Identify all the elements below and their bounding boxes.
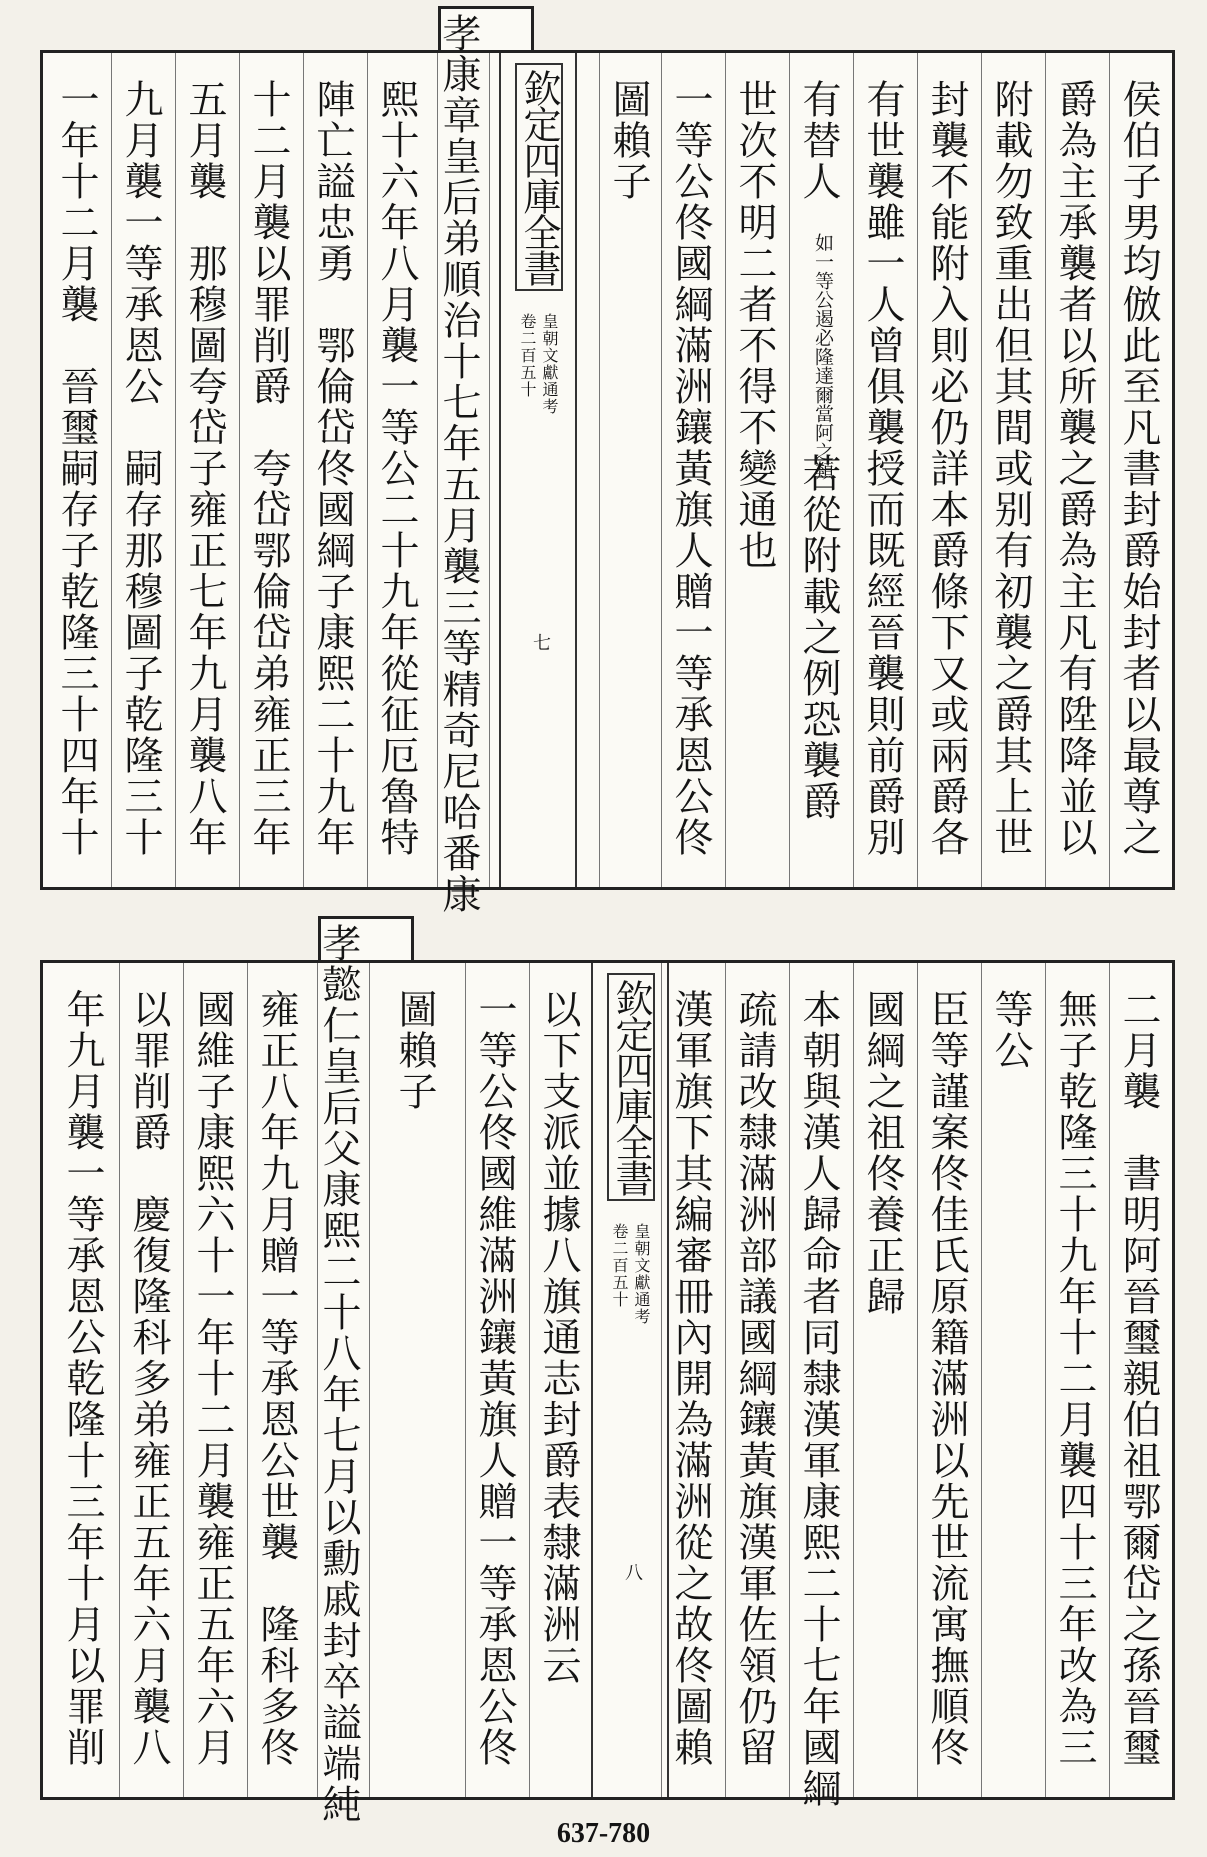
top-page	[40, 13, 1175, 915]
bottom-center-sub2: 卷二百五十	[610, 1223, 629, 1308]
bottom-right-col-2: 無子乾隆三十九年十二月襲四十三年改為三	[1052, 989, 1097, 1768]
bottom-left-col-4: 雍正八年九月贈一等承恩公世襲 隆科多佟	[254, 989, 299, 1768]
bottom-center-fold	[591, 963, 669, 1797]
top-left-col-1: 圖賴子	[606, 79, 651, 202]
bottom-left-col-5: 國維子康熙六十一年十二月襲雍正五年六月	[190, 989, 235, 1768]
bottom-right-col-4: 臣等謹案佟佳氏原籍滿洲以先世流寓撫順佟	[924, 989, 969, 1768]
top-right-col-6a: 有替人	[796, 79, 841, 202]
bottom-left-col-7: 年九月襲一等承恩公乾隆十三年十月以罪削	[60, 989, 105, 1768]
top-right-col-5: 有世襲雖一人曾俱襲授而既經晉襲則前爵別	[860, 79, 905, 858]
top-left-col-5: 五月襲 那穆圖夸岱子雍正七年九月襲八年	[182, 79, 227, 858]
top-left-col-4: 十二月襲以罪削爵 夸岱鄂倫岱弟雍正三年	[246, 79, 291, 858]
bottom-right-col-1: 二月襲 書明阿晉璽親伯祖鄂爾岱之孫晉璽	[1116, 989, 1161, 1768]
bottom-label-title: 孝懿仁皇后父康熙二十八年七月以勳戚封卒謚端純	[316, 923, 361, 1825]
top-left-col-6: 九月襲一等承恩公 嗣存那穆圖子乾隆三十	[118, 79, 163, 858]
top-center-leaf: 七	[530, 633, 551, 652]
top-left-col-2: 熙十六年八月襲一等公二十九年從征厄魯特	[374, 79, 419, 858]
top-label-title: 孝康章皇后弟順治十七年五月襲三等精奇尼哈番康	[436, 13, 481, 915]
top-center-sub1: 皇朝文獻通考	[540, 313, 559, 415]
bottom-left-col-2: 一等公佟國維滿洲鑲黃旗人贈一等承恩公佟	[472, 989, 517, 1768]
bottom-center-title: 欽定四庫全書	[607, 973, 655, 1201]
top-center-title: 欽定四庫全書	[515, 63, 563, 291]
bottom-right-col-5: 國綱之祖佟養正歸	[860, 989, 905, 1317]
bottom-left-col-3: 圖賴子	[392, 989, 437, 1112]
top-center-fold	[499, 53, 577, 887]
top-right-col-6-note: 如一等公遏必隆達爾當阿之類	[812, 233, 834, 480]
bottom-left-col-6: 以罪削爵 慶復隆科多弟雍正五年六月襲八	[126, 989, 171, 1768]
bottom-left-col-1: 以下支派並據八旗通志封爵表隸滿洲云	[536, 989, 581, 1686]
top-right-col-3: 附載勿致重出但其間或别有初襲之爵其上世	[988, 79, 1033, 858]
bottom-right-col-6: 本朝與漢人歸命者同隸漢軍康熙二十七年國綱	[796, 989, 841, 1809]
page-number: 637-780	[556, 1818, 651, 1849]
bottom-right-col-3: 等公	[988, 989, 1033, 1071]
top-right-col-6b: 若從附載之例恐襲爵	[796, 453, 841, 822]
top-left-col-7: 一年十二月襲 晉璽嗣存子乾隆三十四年十	[54, 79, 99, 858]
bottom-right-col-7: 疏請改隸滿洲部議國綱鑲黃旗漢軍佐領仍留	[732, 989, 777, 1768]
bottom-page	[40, 923, 1175, 1825]
top-left-col-3: 陣亡謚忠勇 鄂倫岱佟國綱子康熙二十九年	[310, 79, 355, 858]
top-right-col-7: 世次不明二者不得不變通也	[732, 79, 777, 571]
top-right-col-2: 爵為主承襲者以所襲之爵為主凡有陞降並以	[1052, 79, 1097, 858]
top-right-col-4: 封襲不能附入則必仍詳本爵條下又或兩爵各	[924, 79, 969, 858]
top-right-col-1: 侯伯子男均倣此至凡書封爵始封者以最尊之	[1116, 79, 1161, 858]
top-right-col-8: 一等公佟國綱滿洲鑲黃旗人贈一等承恩公佟	[668, 79, 713, 858]
top-center-sub2: 卷二百五十	[518, 313, 537, 398]
bottom-center-sub1: 皇朝文獻通考	[632, 1223, 651, 1325]
bottom-center-leaf: 八	[622, 1563, 643, 1582]
bottom-right-col-8: 漢軍旗下其編審冊內開為滿洲從之故佟圖賴	[668, 989, 713, 1768]
